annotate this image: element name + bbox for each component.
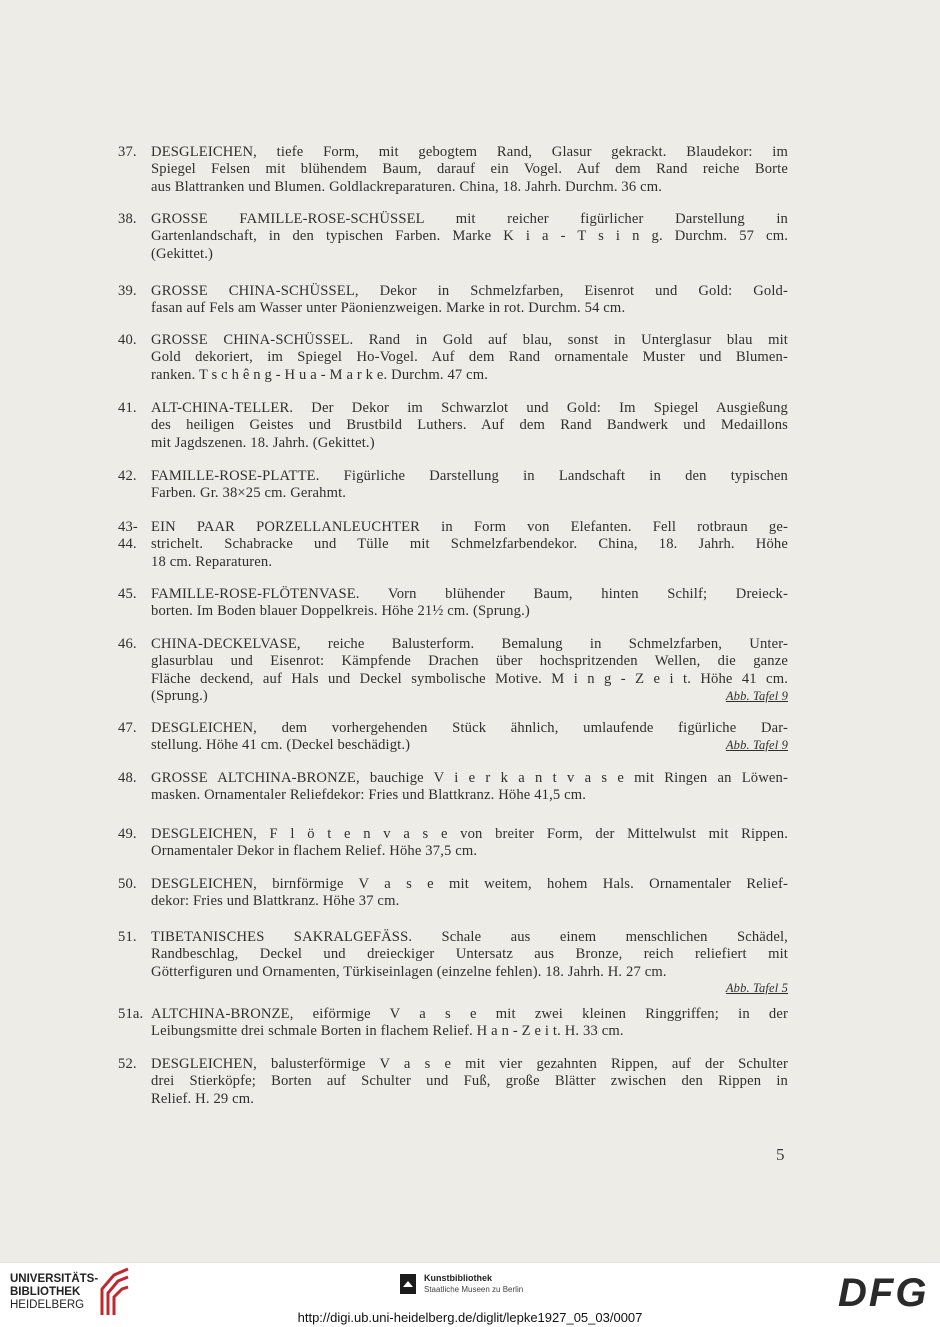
- entry-line: stellung. Höhe 41 cm. (Deckel beschädigt.): [151, 737, 411, 754]
- entry-number: 43-44.: [118, 519, 138, 553]
- entry-line: GROSSE ALTCHINA-BRONZE, bauchige V i e r k a n t v a s e mit Ringen an Löwen-: [151, 770, 788, 786]
- entry-description: [151, 1006, 788, 1041]
- entry-number: 38.: [118, 211, 137, 227]
- entry-line: ranken. T s c h ê n g - H u a - M a r k e. Durchm. 47 cm.: [151, 366, 489, 383]
- entry-line: FAMILLE-ROSE-FLÖTENVASE. Vorn blühender Baum, hinten Schilf; Dreieck-: [151, 586, 788, 602]
- catalog-entry: [118, 400, 788, 452]
- entry-number: 52.: [118, 1056, 137, 1072]
- entry-line: ALTCHINA-BRONZE, eiförmige V a s e mit zwei kleinen Ringgriffen; in der: [151, 1006, 788, 1022]
- entry-line: Ornamentaler Dekor in flachem Relief. Höhe 37,5 cm.: [151, 843, 478, 860]
- entry-line: EIN PAAR PORZELLANLEUCHTER in Form von Elefanten. Fell rotbraun ge-: [151, 519, 788, 535]
- catalog-entry: [118, 720, 788, 755]
- entry-description: [151, 468, 788, 503]
- catalog-entry: [118, 586, 788, 621]
- entry-number: 42.: [118, 468, 137, 484]
- catalog-entry: [118, 1006, 788, 1041]
- entry-description: [151, 636, 788, 706]
- entry-number: 48.: [118, 770, 137, 786]
- plate-reference: Abb. Tafel 9: [725, 689, 788, 704]
- entry-line: (Sprung.): [151, 688, 208, 705]
- entry-description: [151, 400, 788, 452]
- entry-number: 39.: [118, 283, 137, 299]
- catalog-entry: [118, 211, 788, 263]
- ub-heidelberg-logo[interactable]: [10, 1273, 98, 1312]
- entry-description: [151, 283, 788, 318]
- entry-line: CHINA-DECKELVASE, reiche Balusterform. Bemalung in Schmelzfarben, Unter-: [151, 636, 788, 652]
- entry-number: 51.: [118, 929, 137, 945]
- footer-bar: [0, 1262, 940, 1327]
- entry-line: (Gekittet.): [151, 245, 214, 262]
- permalink-url[interactable]: http://digi.ub.uni-heidelberg.de/diglit/lepke1927_05_03/0007: [297, 1310, 643, 1325]
- page-number: 5: [776, 1145, 785, 1164]
- plate-reference: Abb. Tafel 5: [725, 981, 788, 996]
- ub-logo-line-3: HEIDELBERG: [10, 1299, 85, 1311]
- entry-line: Gartenlandschaft, in den typischen Farben. Marke K i a - T s i n g. Durchm. 57 cm.: [151, 228, 788, 245]
- entry-line: ALT-CHINA-TELLER. Der Dekor im Schwarzlot und Gold: Im Spiegel Ausgießung: [151, 400, 788, 416]
- entry-line: borten. Im Boden blauer Doppelkreis. Höhe 21½ cm. (Sprung.): [151, 603, 530, 620]
- entry-description: [151, 876, 788, 911]
- entry-description: [151, 826, 788, 861]
- kunstbibliothek-icon: [400, 1274, 416, 1294]
- entry-line: fasan auf Fels am Wasser unter Päonienzweigen. Marke in rot. Durchm. 54 cm.: [151, 300, 626, 317]
- entry-line: Gold dekoriert, im Spiegel Ho-Vogel. Auf dem Rand ornamentale Muster und Blumen-: [151, 349, 788, 366]
- entry-line: des heiligen Geistes und Brustbild Luthers. Auf dem Rand Bandwerk und Medaillons: [151, 417, 788, 434]
- entry-line: drei Stierköpfe; Borten auf Schulter und Fuß, große Blätter zwischen den Rippen in: [151, 1073, 788, 1090]
- ub-logo-line-1: UNIVERSITÄTS-: [10, 1273, 99, 1285]
- entry-line: masken. Ornamentaler Reliefdekor: Fries und Blattkranz. Höhe 41,5 cm.: [151, 787, 587, 804]
- entry-line: DESGLEICHEN, birnförmige V a s e mit weitem, hohem Hals. Ornamentaler Relief-: [151, 876, 788, 892]
- entry-line: GROSSE FAMILLE-ROSE-SCHÜSSEL mit reicher figürlicher Darstellung in: [151, 211, 788, 227]
- entry-line: DESGLEICHEN, dem vorhergehenden Stück ähnlich, umlaufende figürliche Dar-: [151, 720, 788, 736]
- plate-reference: Abb. Tafel 9: [725, 738, 788, 753]
- entry-number: 41.: [118, 400, 137, 416]
- entry-line: FAMILLE-ROSE-PLATTE. Figürliche Darstellung in Landschaft in den typischen: [151, 468, 788, 484]
- kunstbibliothek-subtitle: Staatliche Museen zu Berlin: [424, 1285, 524, 1294]
- entry-line: Fläche deckend, auf Hals und Deckel symbolische Motive. M i n g - Z e i t. Höhe 41 cm.: [151, 670, 788, 687]
- entry-number: 40.: [118, 332, 137, 348]
- catalog-entry: [118, 144, 788, 196]
- entry-line: glasurblau und Eisenrot: Kämpfende Drachen über hochspritzenden Wellen, die ganze: [151, 653, 788, 670]
- entry-line: Randbeschlag, Deckel und dreieckiger Untersatz aus Bronze, reich reliefiert mit: [151, 946, 788, 963]
- entry-description: [151, 770, 788, 805]
- entry-description: [151, 1056, 788, 1108]
- catalog-entry: [118, 636, 788, 706]
- catalog-entry: [118, 283, 788, 318]
- entry-number: 49.: [118, 826, 137, 842]
- catalog-entry: [118, 519, 788, 571]
- entry-number: 37.: [118, 144, 137, 160]
- dfg-logo[interactable]: DFG: [838, 1271, 929, 1315]
- entry-line: aus Blattranken und Blumen. Goldlackreparaturen. China, 18. Jahrh. Durchm. 36 cm.: [151, 178, 663, 195]
- entry-line: mit Jagdszenen. 18. Jahrh. (Gekittet.): [151, 434, 375, 451]
- entry-line: TIBETANISCHES SAKRALGEFÄSS. Schale aus einem menschlichen Schädel,: [151, 929, 788, 945]
- catalog-entry: [118, 1056, 788, 1108]
- ub-logo-line-2: BIBLIOTHEK: [10, 1286, 81, 1298]
- entry-line: Relief. H. 29 cm.: [151, 1090, 255, 1107]
- catalog-entry: [118, 876, 788, 911]
- entry-line: DESGLEICHEN, F l ö t e n v a s e von breiter Form, der Mittelwulst mit Rippen.: [151, 826, 788, 842]
- entry-description: [151, 144, 788, 196]
- entry-description: [151, 586, 788, 621]
- entry-description: [151, 332, 788, 384]
- entry-number: 45.: [118, 586, 137, 602]
- entry-description: [151, 720, 788, 755]
- entry-number: 47.: [118, 720, 137, 736]
- catalog-entry: [118, 332, 788, 384]
- entry-description: [151, 211, 788, 263]
- kunstbibliothek-name: Kunstbibliothek: [424, 1273, 492, 1283]
- entry-description: [151, 519, 788, 571]
- entry-description: [151, 929, 788, 998]
- entry-line: DESGLEICHEN, balusterförmige V a s e mit vier gezahnten Rippen, auf der Schulter: [151, 1056, 788, 1072]
- entry-line: strichelt. Schabracke und Tülle mit Schmelzfarbendekor. China, 18. Jahrh. Höhe: [151, 536, 788, 553]
- entry-number: 51a.: [118, 1006, 144, 1022]
- entry-line: 18 cm. Reparaturen.: [151, 553, 273, 570]
- entry-number: 46.: [118, 636, 137, 652]
- entry-line: DESGLEICHEN, tiefe Form, mit gebogtem Rand, Glasur gekrackt. Blaudekor: im: [151, 144, 788, 160]
- catalog-entry: [118, 929, 788, 998]
- entry-line: Leibungsmitte drei schmale Borten in flachem Relief. H a n - Z e i t. H. 33 cm.: [151, 1023, 624, 1040]
- entry-line: GROSSE CHINA-SCHÜSSEL, Dekor in Schmelzfarben, Eisenrot und Gold: Gold-: [151, 283, 788, 299]
- catalog-entry: [118, 826, 788, 861]
- entry-line: Götterfiguren und Ornamenten, Türkiseinlagen (einzelne fehlen). 18. Jahrh. H. 27 cm.: [151, 963, 667, 980]
- catalog-entry: [118, 770, 788, 805]
- entry-line: Farben. Gr. 38×25 cm. Gerahmt.: [151, 485, 347, 502]
- entry-number: 50.: [118, 876, 137, 892]
- entry-line: Spiegel Felsen mit blühendem Baum, darauf ein Vogel. Auf dem Rand reiche Borte: [151, 161, 788, 178]
- entry-line: GROSSE CHINA-SCHÜSSEL. Rand in Gold auf blau, sonst in Unterglasur blau mit: [151, 332, 788, 348]
- catalog-entry: [118, 468, 788, 503]
- entry-line: dekor: Fries und Blattkranz. Höhe 37 cm.: [151, 893, 400, 910]
